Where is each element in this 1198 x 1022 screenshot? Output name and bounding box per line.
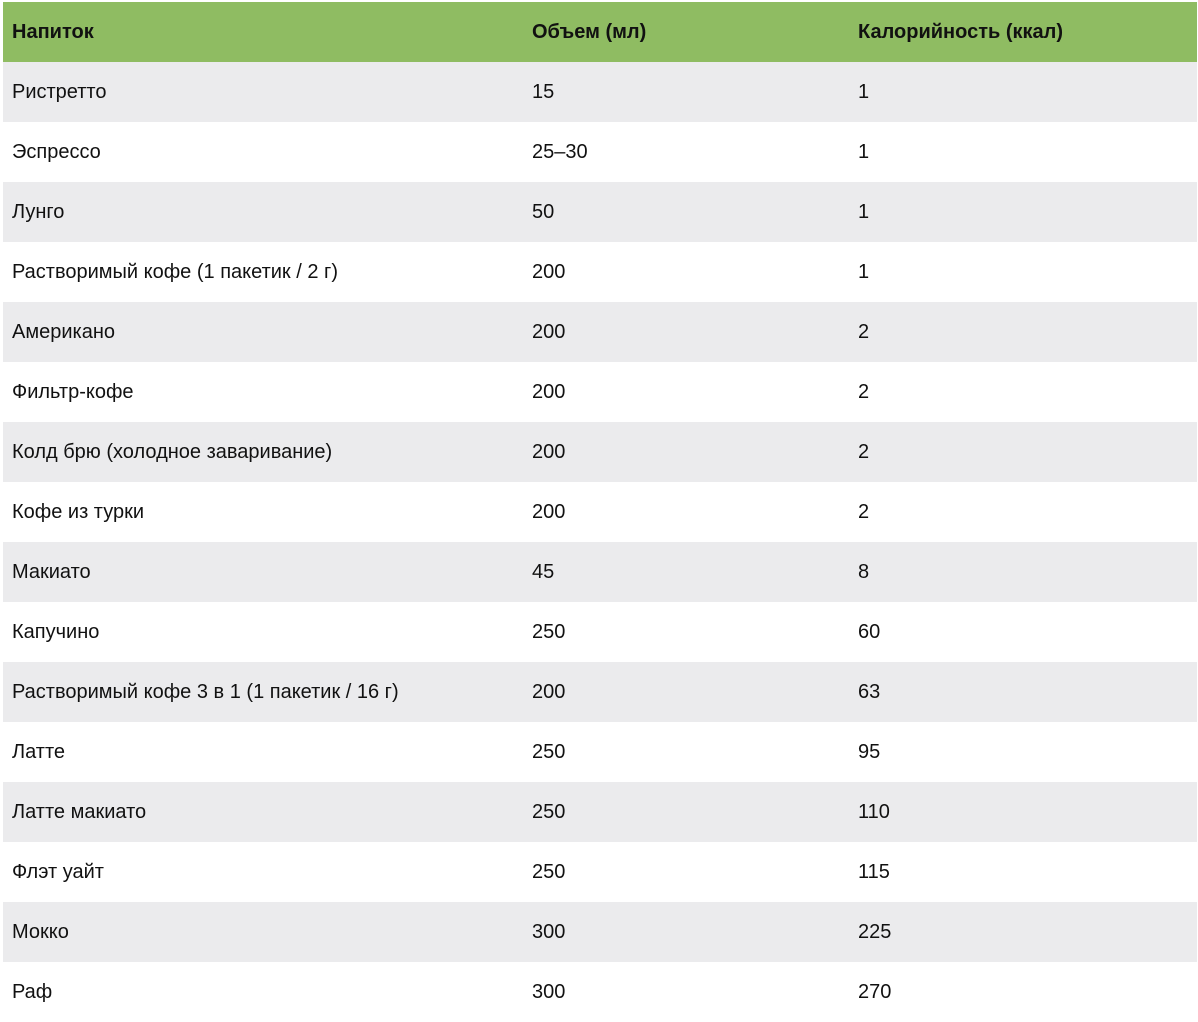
cell-volume: 200 [532,260,566,283]
cell-calories: 1 [858,260,870,283]
table-row [3,542,1197,602]
table-row [3,722,1197,782]
cell-volume: 250 [532,740,566,763]
cell-volume: 200 [532,320,566,343]
cell-drink: Латте макиато [12,800,147,823]
cell-drink: Кофе из турки [12,500,145,523]
cell-drink: Колд брю (холодное заваривание) [12,440,333,463]
cell-volume: 300 [532,920,566,943]
cell-volume: 200 [532,680,566,703]
cell-volume: 45 [532,560,555,583]
cell-volume: 200 [532,380,566,403]
header-drink: Напиток [12,20,94,43]
cell-volume: 200 [532,440,566,463]
table-row [3,842,1197,902]
table-row [3,482,1197,542]
cell-drink: Раф [12,980,53,1003]
cell-calories: 8 [858,560,870,583]
table-row [3,422,1197,482]
table-row [3,242,1197,302]
table-row [3,782,1197,842]
header-volume: Объем (мл) [532,20,647,43]
cell-drink: Латте [12,740,66,763]
cell-volume: 250 [532,860,566,883]
cell-calories: 60 [858,620,881,643]
cell-volume: 300 [532,980,566,1003]
cell-drink: Флэт уайт [12,860,104,883]
coffee-calorie-table [3,2,1197,1022]
cell-drink: Мокко [12,920,69,943]
cell-drink: Американо [12,320,115,343]
cell-drink: Фильтр-кофе [12,380,134,403]
cell-calories: 2 [858,440,870,463]
cell-calories: 115 [858,860,890,883]
cell-calories: 270 [858,980,892,1003]
cell-drink: Растворимый кофе 3 в 1 (1 пакетик / 16 г) [12,680,399,703]
header-calories: Калорийность (ккал) [858,20,1064,43]
cell-drink: Эспрессо [12,140,101,163]
cell-calories: 225 [858,920,892,943]
cell-volume: 15 [532,80,555,103]
cell-calories: 2 [858,380,870,403]
cell-drink: Лунго [12,200,65,223]
table-row [3,902,1197,962]
cell-calories: 63 [858,680,881,703]
cell-volume: 250 [532,800,566,823]
cell-calories: 2 [858,500,870,523]
table-row [3,962,1197,1022]
table-row [3,362,1197,422]
cell-drink: Капучино [12,620,100,643]
cell-volume: 50 [532,200,555,223]
table-row [3,182,1197,242]
cell-drink: Ристретто [12,80,107,103]
table-header [3,2,1197,62]
table-body [3,62,1197,1022]
cell-calories: 1 [858,200,870,223]
cell-drink: Макиато [12,560,91,583]
cell-volume: 200 [532,500,566,523]
cell-volume: 25–30 [532,140,588,163]
cell-calories: 1 [858,140,870,163]
cell-drink: Растворимый кофе (1 пакетик / 2 г) [12,260,338,283]
table-row [3,122,1197,182]
table-row [3,602,1197,662]
table-row [3,302,1197,362]
cell-calories: 95 [858,740,881,763]
cell-calories: 1 [858,80,870,103]
cell-calories: 110 [858,800,890,823]
cell-calories: 2 [858,320,870,343]
table-row [3,62,1197,122]
table-row [3,662,1197,722]
cell-volume: 250 [532,620,566,643]
